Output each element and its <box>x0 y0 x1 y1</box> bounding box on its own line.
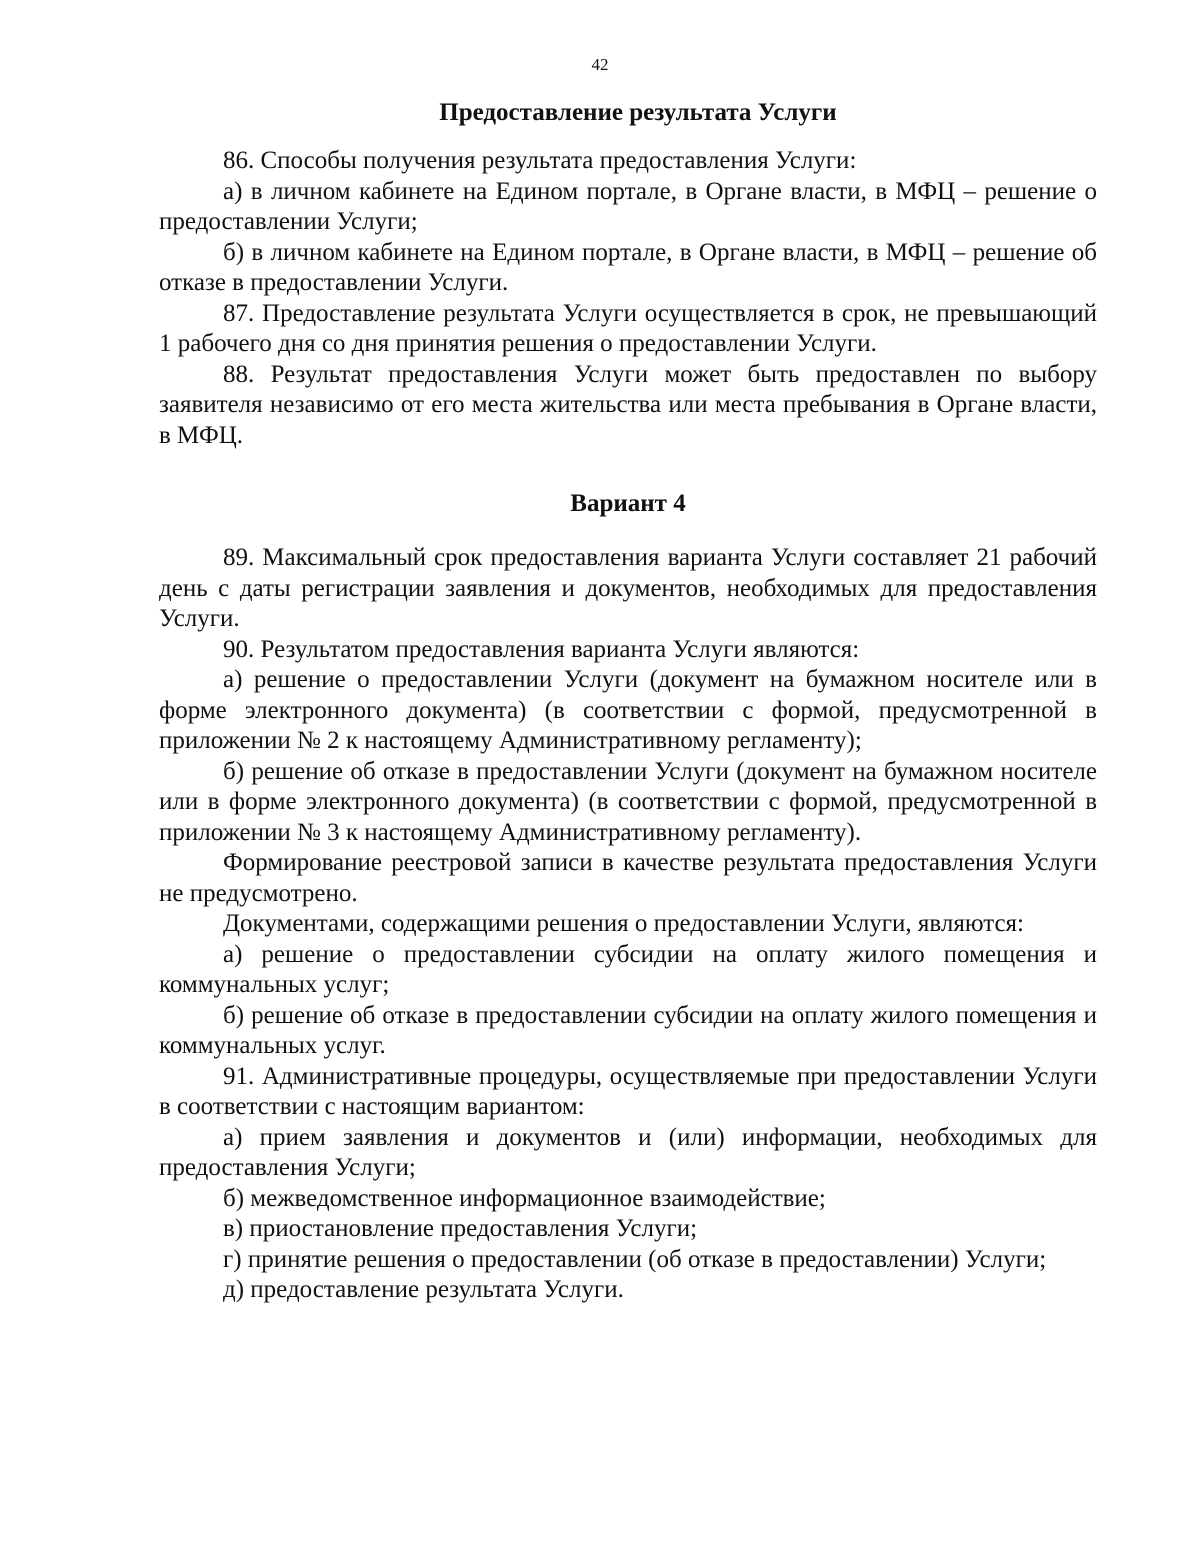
paragraph-91d: г) принятие решения о предоставлении (об отказе в предоставлении) Услуги; <box>223 1245 1047 1273</box>
paragraph-89: 89. Максимальный срок предоставления варианта Услуги составляет 21 рабочий день с даты регистрации заявления и документов, необходимых для предоставления Услуги. <box>159 544 1097 632</box>
section-heading-variant-4: Вариант 4 <box>570 490 686 517</box>
paragraph-documents-a: а) решение о предоставлении субсидии на оплату жилого помещения и коммунальных услуг; <box>159 940 1097 998</box>
paragraph-91e: д) предоставление результата Услуги. <box>223 1276 624 1303</box>
page-content <box>159 96 1097 1306</box>
paragraph-91b: б) межведомственное информационное взаимодействие; <box>223 1184 826 1212</box>
paragraph-86b: б) в личном кабинете на Едином портале, в Органе власти, в МФЦ – решение об отказе в предоставлении Услуги. <box>159 238 1097 296</box>
paragraph-91: 91. Административные процедуры, осуществляемые при предоставлении Услуги в соответствии с настоящим вариантом: <box>159 1062 1097 1120</box>
paragraph-91a: а) прием заявления и документов и (или) информации, необходимых для предоставления Услуги; <box>159 1123 1097 1181</box>
paragraph-86a: а) в личном кабинете на Едином портале, в Органе власти, в МФЦ – решение о предоставлении Услуги; <box>159 177 1097 235</box>
paragraph-91c: в) приостановление предоставления Услуги; <box>223 1215 698 1242</box>
paragraph-87: 87. Предоставление результата Услуги осуществляется в срок, не превышающий 1 рабочего дня со дня принятия решения о предоставлении Услуги. <box>159 299 1097 357</box>
paragraph-documents-b: б) решение об отказе в предоставлении субсидии на оплату жилого помещения и коммунальных услуг. <box>159 1001 1097 1059</box>
paragraph-90b: б) решение об отказе в предоставлении Услуги (документ на бумажном носителе или в форме электронного документа) (в соответствии с формой, предусмотренной в приложении № 3 к настоящему Административному регламенту). <box>159 757 1097 846</box>
paragraph-registry: Формирование реестровой записи в качестве результата предоставления Услуги не предусмотрено. <box>159 849 1097 907</box>
paragraph-documents: Документами, содержащими решения о предоставлении Услуги, являются: <box>223 910 1024 937</box>
page-number: 42 <box>591 55 609 74</box>
paragraph-88: 88. Результат предоставления Услуги может быть предоставлен по выбору заявителя независимо от его места жительства или места пребывания в Органе власти, в МФЦ. <box>159 360 1097 449</box>
paragraph-90a: а) решение о предоставлении Услуги (документ на бумажном носителе или в форме электронного документа) (в соответствии с формой, предусмотренной в приложении № 2 к настоящему Административному регламенту); <box>159 666 1097 754</box>
paragraph-86: 86. Способы получения результата предоставления Услуги: <box>223 147 857 174</box>
section-heading-result: Предоставление результата Услуги <box>439 99 837 126</box>
paragraph-90: 90. Результатом предоставления варианта Услуги являются: <box>223 635 860 663</box>
